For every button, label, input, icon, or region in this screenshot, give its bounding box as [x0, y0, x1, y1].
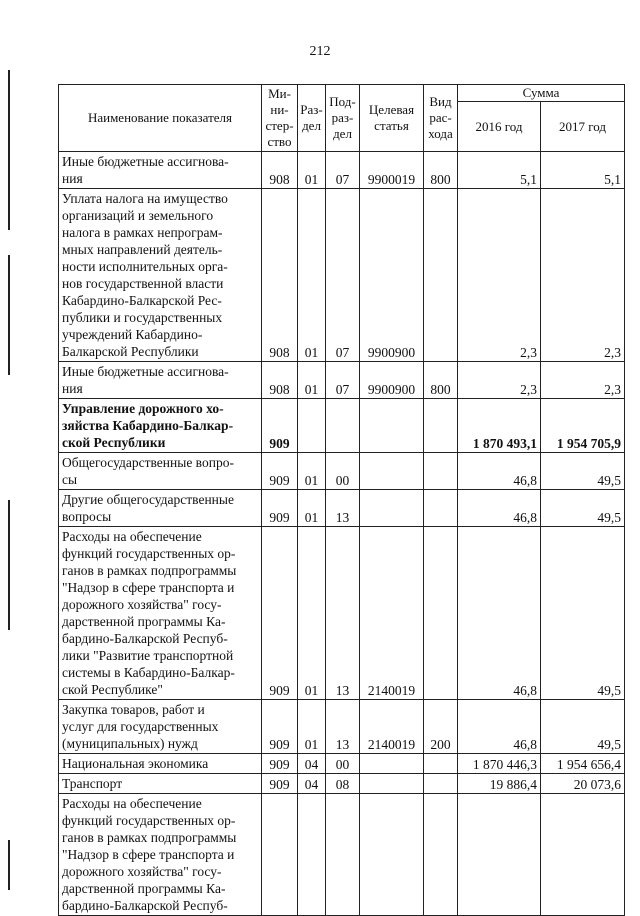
row-target: 2140019	[360, 527, 424, 700]
header-name	[59, 85, 262, 152]
header-subsection	[326, 85, 360, 152]
row-target: 9900900	[360, 362, 424, 399]
header-ministry-label: Ми- ни- стер- ство	[265, 86, 294, 149]
header-ministry	[262, 85, 298, 152]
row-target	[360, 399, 424, 453]
row-type	[424, 774, 458, 794]
header-name-label: Наименование показателя	[87, 110, 233, 125]
row-target	[360, 794, 424, 916]
table-row	[59, 527, 625, 700]
row-subsection	[326, 794, 360, 916]
table-row	[59, 774, 625, 794]
row-2016-value: 46,8	[458, 453, 541, 490]
row-2017-value: 49,5	[541, 490, 625, 527]
row-2017-value: 2,3	[541, 189, 625, 362]
header-target	[360, 85, 424, 152]
scan-edge-line	[8, 840, 10, 890]
row-type	[424, 754, 458, 774]
row-ministry: 909	[262, 399, 298, 453]
row-section	[298, 399, 326, 453]
row-type	[424, 490, 458, 527]
table-row	[59, 794, 625, 916]
row-2016-value: 1 870 493,1	[458, 399, 541, 453]
row-2017-value: 49,5	[541, 453, 625, 490]
row-type	[424, 794, 458, 916]
header-2016-label: 2016 год	[475, 118, 523, 134]
row-name: Другие общегосударственные вопросы	[59, 490, 262, 527]
row-target: 2140019	[360, 700, 424, 754]
row-2017-value: 20 073,6	[541, 774, 625, 794]
header-row	[59, 85, 625, 102]
row-section: 01	[298, 700, 326, 754]
row-subsection: 13	[326, 490, 360, 527]
row-subsection: 00	[326, 754, 360, 774]
table-row	[59, 453, 625, 490]
row-section: 04	[298, 754, 326, 774]
row-section: 01	[298, 189, 326, 362]
row-subsection: 00	[326, 453, 360, 490]
row-ministry: 909	[262, 453, 298, 490]
header-type	[424, 85, 458, 152]
row-target: 9900019	[360, 152, 424, 189]
row-name: Иные бюджетные ассигнова- ния	[59, 152, 262, 189]
row-subsection	[326, 399, 360, 453]
row-type	[424, 527, 458, 700]
row-subsection: 07	[326, 189, 360, 362]
row-ministry	[262, 794, 298, 916]
header-section	[298, 85, 326, 152]
row-section: 01	[298, 152, 326, 189]
row-section: 01	[298, 362, 326, 399]
scan-edge-line	[8, 255, 10, 375]
row-section: 04	[298, 774, 326, 794]
row-2016-value: 46,8	[458, 527, 541, 700]
row-2017-value: 2,3	[541, 362, 625, 399]
row-target	[360, 453, 424, 490]
row-type	[424, 453, 458, 490]
page-number: 212	[309, 44, 331, 59]
row-2016-value: 2,3	[458, 362, 541, 399]
row-section: 01	[298, 490, 326, 527]
row-type: 200	[424, 700, 458, 754]
row-name: Управление дорожного хо- зяйства Кабардино-Балкар- ской Республики	[59, 399, 262, 453]
header-sum	[458, 85, 625, 102]
row-type	[424, 399, 458, 453]
row-target	[360, 754, 424, 774]
row-2016-value: 5,1	[458, 152, 541, 189]
row-2017-value: 1 954 705,9	[541, 399, 625, 453]
row-ministry: 909	[262, 754, 298, 774]
header-type-label: Вид рас- хода	[428, 94, 453, 141]
row-ministry: 909	[262, 490, 298, 527]
row-name: Транспорт	[59, 774, 262, 794]
table-row	[59, 152, 625, 189]
row-subsection: 13	[326, 700, 360, 754]
row-subsection: 08	[326, 774, 360, 794]
row-2017-value: 1 954 656,4	[541, 754, 625, 774]
row-name: Национальная экономика	[59, 754, 262, 774]
row-type: 800	[424, 152, 458, 189]
row-ministry: 908	[262, 362, 298, 399]
row-name: Общегосударственные вопро- сы	[59, 453, 262, 490]
row-2016-value: 46,8	[458, 490, 541, 527]
row-ministry: 908	[262, 189, 298, 362]
table-row	[59, 399, 625, 453]
header-2017	[541, 102, 625, 152]
table-row	[59, 189, 625, 362]
row-name: Иные бюджетные ассигнова- ния	[59, 362, 262, 399]
row-2017-value: 49,5	[541, 527, 625, 700]
budget-table	[58, 84, 625, 916]
row-type	[424, 189, 458, 362]
row-section: 01	[298, 527, 326, 700]
row-name: Расходы на обеспечение функций государственных ор- ганов в рамках подпрограммы "Надзор в сфере транспорта и дорожного хозяйства" госу- дарственной программы Ка- бардино-Балкарской Респуб- лики "Развитие транспортной системы в Кабардино-Балкар- ской Республике"	[59, 527, 262, 700]
row-subsection: 13	[326, 527, 360, 700]
row-type: 800	[424, 362, 458, 399]
row-subsection: 07	[326, 152, 360, 189]
table-row	[59, 754, 625, 774]
row-subsection: 07	[326, 362, 360, 399]
row-target	[360, 774, 424, 794]
row-name: Уплата налога на имущество организаций и земельного налога в рамках непрограм- мных направлений деятель- ности исполнительных орга- нов государственной власти Кабардино-Балкарской Рес- публики и государственных учреждений Кабардино- Балкарской Республики	[59, 189, 262, 362]
row-2017-value: 49,5	[541, 700, 625, 754]
row-2016-value: 2,3	[458, 189, 541, 362]
row-2016-value: 46,8	[458, 700, 541, 754]
row-target	[360, 490, 424, 527]
row-2017-value: 5,1	[541, 152, 625, 189]
table-row	[59, 700, 625, 754]
row-ministry: 909	[262, 700, 298, 754]
row-ministry: 908	[262, 152, 298, 189]
header-target-label: Целевая статья	[368, 102, 415, 133]
scan-edge-line	[8, 70, 10, 230]
header-subsection-label: Под- раз- дел	[329, 94, 356, 141]
header-2017-label: 2017 год	[559, 118, 606, 134]
table-row	[59, 362, 625, 399]
row-2016-value: 19 886,4	[458, 774, 541, 794]
header-section-label: Раз- дел	[300, 102, 323, 133]
row-name: Закупка товаров, работ и услуг для государственных (муниципальных) нужд	[59, 700, 262, 754]
row-2017-value	[541, 794, 625, 916]
row-2016-value: 1 870 446,3	[458, 754, 541, 774]
header-sum-label: Сумма	[522, 85, 560, 101]
header-2016	[458, 102, 541, 152]
row-section: 01	[298, 453, 326, 490]
row-ministry: 909	[262, 527, 298, 700]
row-ministry: 909	[262, 774, 298, 794]
row-section	[298, 794, 326, 916]
row-name: Расходы на обеспечение функций государственных ор- ганов в рамках подпрограммы "Надзор в сфере транспорта и дорожного хозяйства" госу- дарственной программы Ка- бардино-Балкарской Респуб-	[59, 794, 262, 916]
row-2016-value	[458, 794, 541, 916]
table-row	[59, 490, 625, 527]
scan-edge-line	[8, 500, 10, 630]
row-target: 9900900	[360, 189, 424, 362]
